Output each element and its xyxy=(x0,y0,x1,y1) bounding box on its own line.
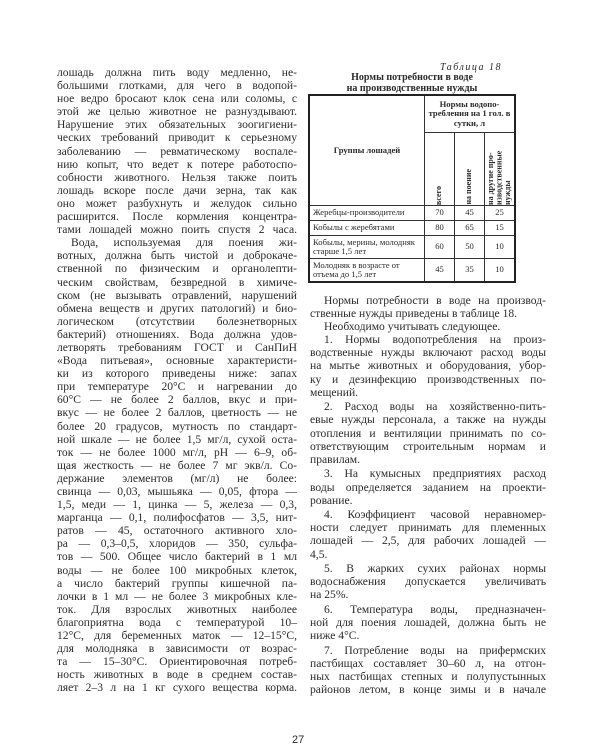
text-line: 1,5, меди — 1, цинка — 5, железа — 0,3, xyxy=(57,498,297,512)
table-title-line: Нормы потребности в воде xyxy=(351,72,473,83)
text-line: водоснабжения допускается увеличивать xyxy=(310,575,546,589)
text-line: ческих требований приводит к серьезному xyxy=(57,131,297,145)
text-line: лошадь должна пить воду медленно, не- xyxy=(57,66,297,79)
table-title xyxy=(308,72,516,94)
page-number: 27 xyxy=(292,734,305,746)
text-line: лошадей — 2,5, для рабочих лошадей — xyxy=(310,534,546,548)
text-line: Нормы потребности в воде на производ- xyxy=(324,294,546,307)
text-line: 7. Потребление воды на прифермских xyxy=(324,644,546,657)
text-line: ляет 2–3 л на 1 кг сухого вещества корма. xyxy=(57,681,297,695)
text-line: та — 15–30°С. Ориентировочная потреб- xyxy=(57,655,297,669)
text-line: 12°С, для беременных маток — 12–15°С, xyxy=(57,629,297,643)
table-title-line: на производственные нужды xyxy=(346,83,478,94)
group-cell: Кобылы с жеребятами xyxy=(309,221,425,236)
text-line: обмена веществ и других патологий) и био- xyxy=(57,301,297,315)
subheader-total xyxy=(425,133,455,206)
value-cell: 60 xyxy=(425,236,455,259)
right-text-column xyxy=(310,294,546,696)
text-line: 1. Нормы водопотребления на произ- xyxy=(324,333,546,347)
text-line: тами лошадей можно поить спустя 2 часа. xyxy=(57,223,297,237)
value-cell: 45 xyxy=(425,259,455,283)
text-line: воды определяется заданием на проекти- xyxy=(310,480,546,494)
text-line: ной шкале — не более 1,5 мг/л, сухой оста- xyxy=(57,432,297,446)
group-cell: Жеребцы-производители xyxy=(309,206,425,221)
text-line: ности следует принимать для племенных xyxy=(310,521,546,535)
text-line: ратов — 45, остаточного активного хло- xyxy=(57,524,297,538)
value-cell: 65 xyxy=(455,221,485,236)
text-line: ток. Для взрослых животных наиболее xyxy=(57,602,297,616)
text-line: Вода, используемая для поения жи- xyxy=(71,236,297,250)
text-line: ответствующим строительным нормам и xyxy=(310,439,546,453)
text-line: большими глотками, для чего в водопой- xyxy=(57,79,297,93)
text-line: для молодняка в зависимости от возрас- xyxy=(57,642,297,656)
text-line: мещений. xyxy=(310,385,359,399)
text-line: ку и дезинфекцию производственных по- xyxy=(310,372,546,386)
group-cell: Кобылы, мерины, молодняк старше 1,5 лет xyxy=(309,236,425,259)
text-line: евые нужды персонала, а также на нужды xyxy=(310,413,546,427)
text-line: Необходимо учитывать следующее. xyxy=(324,320,501,334)
text-line: районов летом, в конце зимы и в начале xyxy=(310,683,546,697)
text-line: более 20 градусов, мутность по стандарт- xyxy=(57,419,297,433)
text-line: ниже 4°С. xyxy=(310,629,360,643)
text-line: ра — 0,3–0,5, хлоридов — 350, сульфа- xyxy=(57,537,297,551)
text-line: лошадь вскоре после дачи зерна, так как xyxy=(57,183,297,197)
text-line: логическом (отсутствии болезнетворных xyxy=(57,314,297,328)
value-cell: 70 xyxy=(425,206,455,221)
text-line: воды — не более 100 микробных клеток, xyxy=(57,563,297,577)
text-line: 4. Коэффициент часовой неравномер- xyxy=(324,508,546,522)
text-line: собности животного. Нельзя также поить xyxy=(57,170,297,184)
text-line: ное ведро бросают клок сена или соломы, с xyxy=(57,92,297,106)
text-line: ки из которого приведены ниже: запах xyxy=(57,367,297,381)
table-row xyxy=(309,206,515,221)
text-line: «Вода питьевая», основные характеристи- xyxy=(57,354,297,368)
text-line: щая жесткость — не более 7 мг экв/л. Со- xyxy=(57,458,297,472)
text-line: 3. На кумысных предприятиях расход xyxy=(324,467,546,481)
value-cell: 80 xyxy=(425,221,455,236)
text-line: вкус — не более 2 баллов, цветность — не xyxy=(57,406,297,420)
text-line: отопления и вентиляции принимать по со- xyxy=(310,426,546,440)
value-cell: 15 xyxy=(485,221,516,236)
text-line: Нарушение этих обязательных зоогигиени- xyxy=(57,118,297,132)
value-cell: 35 xyxy=(455,259,485,283)
text-line: рование. xyxy=(310,493,353,507)
text-line: ственные нужды приведены в таблице 18. xyxy=(310,307,518,321)
text-line: держание элементов (мг/л) не более: xyxy=(57,471,297,485)
text-line: правилам. xyxy=(310,452,360,466)
subheader-drinking xyxy=(455,133,485,206)
text-line: 5. В жарких сухих районах нормы xyxy=(324,562,546,576)
subheader-label: на другие про-изводственные нужды xyxy=(485,150,512,205)
text-line: ной для поения лошадей, должна быть не xyxy=(310,616,546,630)
table-row xyxy=(309,236,515,259)
text-line: ность животных в воде в среднем состав- xyxy=(57,668,297,682)
text-line: 60°С — не более 2 баллов, вкус и при- xyxy=(57,393,297,407)
text-line: этой же целью животное не разнуздывают. xyxy=(57,105,297,119)
text-line: ческим свойствам, безвредной в химиче- xyxy=(57,275,297,289)
value-cell: 45 xyxy=(455,206,485,221)
text-line: 2. Расход воды на хозяйственно-пить- xyxy=(324,400,546,414)
text-line: тов — 500. Общее число бактерий в 1 мл xyxy=(57,550,297,564)
text-line: марганца — 0,1, полифосфатов — 3,5, нит- xyxy=(57,511,297,525)
text-line: пастбищах составляет 30–60 л, на отгон- xyxy=(310,657,546,671)
text-line: свинца — 0,03, мышьяка — 0,05, фтора — xyxy=(57,485,297,498)
table-row xyxy=(309,259,515,283)
text-line: расширится. После кормления концентра- xyxy=(57,210,297,224)
text-line: а число бактерий группы кишечной па- xyxy=(57,576,297,590)
water-norms-table xyxy=(308,94,516,283)
text-line: вотных, должна быть чистой и доброкаче- xyxy=(57,249,297,263)
text-line: летворять требованиям ГОСТ и СанПиН xyxy=(57,340,297,354)
left-text-column xyxy=(57,66,297,695)
text-line: заболеванию — ревматическому воспале- xyxy=(57,144,297,158)
text-line: ных пастбищах степных и полупустынных xyxy=(310,670,546,684)
group-cell: Молодняк в возрасте от отъема до 1,5 лет xyxy=(309,259,425,283)
subheader-label: на поение xyxy=(464,169,474,205)
text-line: 6. Температура воды, предназначен- xyxy=(324,603,546,617)
text-line: ском (не вызывать отравлений, нарушений xyxy=(57,288,297,302)
text-line: ственной по физическим и органолепти- xyxy=(57,262,297,276)
value-cell: 10 xyxy=(485,236,516,259)
group-header: Группы лошадей xyxy=(309,95,425,206)
value-cell: 50 xyxy=(455,236,485,259)
text-line: водственные нужды включают расход воды xyxy=(310,346,546,360)
text-line: на 25%. xyxy=(310,588,349,602)
text-line: ток — не более 1000 мг/л, рН — 6–9, об- xyxy=(57,445,297,459)
table-row xyxy=(309,221,515,236)
text-line: при температуре 20°С и нагревании до xyxy=(57,380,297,394)
norms-header: Нормы водопо-требления на 1 гол. в сутки, л xyxy=(425,95,516,133)
value-cell: 10 xyxy=(485,259,516,283)
text-line: нию копыт, что ведет к потере работоспо- xyxy=(57,157,297,171)
table-caption: Таблица 18 xyxy=(440,62,502,73)
text-line: бактерий) отношениях. Вода должна удов- xyxy=(57,327,297,341)
text-line: на мытье животных и оборудования, убор- xyxy=(310,359,546,373)
text-line: благоприятна вода с температурой 10– xyxy=(57,615,297,629)
value-cell: 25 xyxy=(485,206,516,221)
text-line: оно может разбухнуть и желудок сильно xyxy=(57,196,297,210)
text-line: лочки в 1 мл — не более 3 микробных кле- xyxy=(57,589,297,603)
text-line: 4,5. xyxy=(310,547,328,561)
subheader-label: всего xyxy=(434,185,444,205)
subheader-other xyxy=(485,133,516,206)
